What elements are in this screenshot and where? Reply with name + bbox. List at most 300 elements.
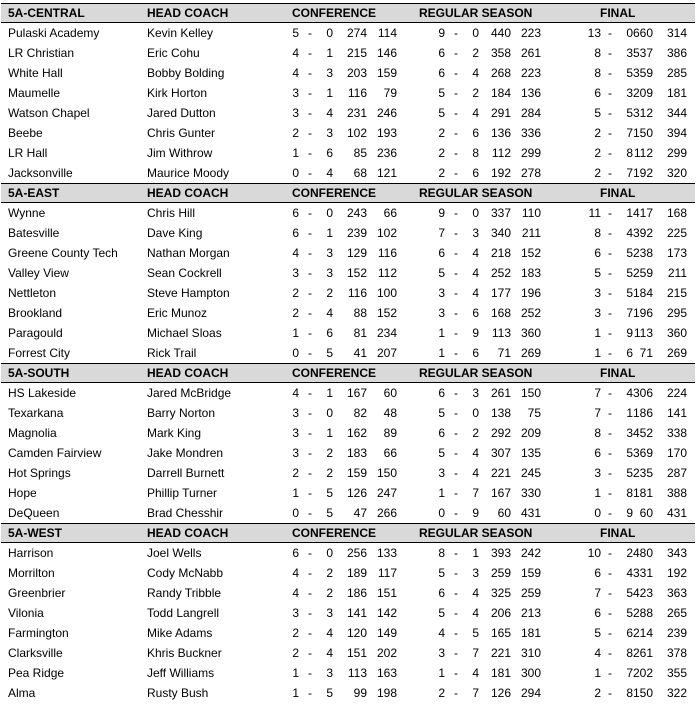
final-points-against: 386 xyxy=(666,46,687,60)
final-wins: 1 xyxy=(594,486,601,500)
team-name: Magnolia xyxy=(8,426,57,440)
final-wins: 5 xyxy=(594,626,601,640)
regular-season-wins: 1 xyxy=(438,486,445,500)
conference-losses: 0 xyxy=(326,406,333,420)
regular-season-wins: 6 xyxy=(438,426,445,440)
table-row xyxy=(1,683,695,703)
table-row xyxy=(1,623,695,643)
team-name: Vilonia xyxy=(8,606,44,620)
regular-season-points-against: 261 xyxy=(520,46,541,60)
conference-losses: 3 xyxy=(326,606,333,620)
conference-losses: 3 xyxy=(326,666,333,680)
final-wins: 0 xyxy=(594,506,601,520)
division-header-row xyxy=(1,183,695,203)
header-conference: CONFERENCE xyxy=(292,186,377,200)
final-wins: 6 xyxy=(594,246,601,260)
coach-name: Mark King xyxy=(147,426,202,440)
conference-wins: 4 xyxy=(292,46,299,60)
record-separator: - xyxy=(608,646,612,660)
final-wins: 7 xyxy=(594,586,601,600)
table-row xyxy=(1,43,695,63)
conference-points-for: 183 xyxy=(346,446,367,460)
conference-points-against: 193 xyxy=(376,126,397,140)
regular-season-points-against: 300 xyxy=(520,666,541,680)
conference-losses: 4 xyxy=(326,166,333,180)
final-points-against: 388 xyxy=(666,486,687,500)
regular-season-wins: 5 xyxy=(438,406,445,420)
record-separator: - xyxy=(608,86,612,100)
record-separator: - xyxy=(608,546,612,560)
conference-wins: 3 xyxy=(292,406,299,420)
final-losses: 5 xyxy=(626,66,633,80)
final-wins: 8 xyxy=(594,66,601,80)
record-separator: - xyxy=(608,346,612,360)
table-row xyxy=(1,123,695,143)
final-points-against: 170 xyxy=(666,446,687,460)
regular-season-points-for: 60 xyxy=(497,506,511,520)
regular-season-losses: 4 xyxy=(472,586,479,600)
final-losses: 8 xyxy=(626,646,633,660)
header-head-coach: HEAD COACH xyxy=(147,6,229,20)
conference-wins: 2 xyxy=(292,286,299,300)
conference-wins: 4 xyxy=(292,386,299,400)
table-row xyxy=(1,583,695,603)
final-wins: 10 xyxy=(587,546,601,560)
team-name: Greene County Tech xyxy=(8,246,118,260)
final-points-for: 214 xyxy=(632,626,653,640)
record-separator: - xyxy=(308,206,312,220)
team-name: LR Christian xyxy=(8,46,75,60)
coach-name: Steve Hampton xyxy=(147,286,230,300)
regular-season-points-for: 340 xyxy=(490,226,511,240)
regular-season-losses: 7 xyxy=(472,486,479,500)
final-points-for: 660 xyxy=(632,26,653,40)
conference-losses: 0 xyxy=(326,206,333,220)
conference-points-against: 163 xyxy=(376,666,397,680)
regular-season-points-for: 292 xyxy=(490,426,511,440)
division-header-row xyxy=(1,3,695,23)
conference-wins: 3 xyxy=(292,446,299,460)
conference-points-for: 162 xyxy=(346,426,367,440)
regular-season-losses: 2 xyxy=(472,86,479,100)
regular-season-points-against: 252 xyxy=(520,306,541,320)
coach-name: Nathan Morgan xyxy=(147,246,230,260)
team-name: Forrest City xyxy=(8,346,71,360)
record-separator: - xyxy=(308,426,312,440)
final-points-against: 360 xyxy=(666,326,687,340)
conference-points-for: 82 xyxy=(353,406,367,420)
final-points-against: 314 xyxy=(666,26,687,40)
final-points-for: 452 xyxy=(632,426,653,440)
record-separator: - xyxy=(308,566,312,580)
final-points-against: 287 xyxy=(666,466,687,480)
table-row xyxy=(1,203,695,223)
coach-name: Joel Wells xyxy=(147,546,202,560)
final-points-for: 181 xyxy=(632,486,653,500)
record-separator: - xyxy=(308,606,312,620)
record-separator: - xyxy=(454,46,458,60)
record-separator: - xyxy=(308,126,312,140)
coach-name: Eric Munoz xyxy=(147,306,208,320)
final-points-against: 224 xyxy=(666,386,687,400)
conference-points-against: 133 xyxy=(376,546,397,560)
record-separator: - xyxy=(454,326,458,340)
conference-points-for: 68 xyxy=(353,166,367,180)
conference-losses: 1 xyxy=(326,86,333,100)
record-separator: - xyxy=(608,446,612,460)
final-wins: 7 xyxy=(594,386,601,400)
final-points-for: 392 xyxy=(632,226,653,240)
table-row xyxy=(1,303,695,323)
team-name: Maumelle xyxy=(8,86,61,100)
conference-points-for: 120 xyxy=(346,626,367,640)
regular-season-losses: 4 xyxy=(472,106,479,120)
conference-points-against: 116 xyxy=(377,246,397,260)
final-losses: 1 xyxy=(626,406,633,420)
record-separator: - xyxy=(608,486,612,500)
coach-name: Brad Chesshir xyxy=(147,506,224,520)
regular-season-points-against: 209 xyxy=(520,426,541,440)
regular-season-points-against: 181 xyxy=(520,626,541,640)
final-points-against: 285 xyxy=(666,66,687,80)
regular-season-points-for: 337 xyxy=(490,206,511,220)
record-separator: - xyxy=(608,66,612,80)
record-separator: - xyxy=(454,206,458,220)
header-conference: CONFERENCE xyxy=(292,6,377,20)
final-losses: 0 xyxy=(626,26,633,40)
record-separator: - xyxy=(454,306,458,320)
record-separator: - xyxy=(608,306,612,320)
header-final: FINAL xyxy=(600,6,636,20)
header-final: FINAL xyxy=(600,366,636,380)
final-points-for: 112 xyxy=(633,146,653,160)
conference-losses: 4 xyxy=(326,626,333,640)
regular-season-wins: 1 xyxy=(438,346,445,360)
team-name: Pulaski Academy xyxy=(8,26,100,40)
regular-season-points-against: 150 xyxy=(520,386,541,400)
header-regular-season: REGULAR SEASON xyxy=(419,186,533,200)
record-separator: - xyxy=(608,326,612,340)
record-separator: - xyxy=(608,686,612,700)
final-losses: 8 xyxy=(626,146,633,160)
record-separator: - xyxy=(454,426,458,440)
final-wins: 2 xyxy=(594,166,601,180)
final-points-for: 235 xyxy=(632,466,653,480)
regular-season-points-for: 221 xyxy=(490,466,511,480)
conference-losses: 3 xyxy=(326,126,333,140)
conference-wins: 0 xyxy=(292,166,299,180)
conference-losses: 5 xyxy=(326,346,333,360)
regular-season-points-for: 126 xyxy=(490,686,511,700)
division-header-row xyxy=(1,363,695,383)
team-name: Alma xyxy=(8,686,36,700)
conference-losses: 4 xyxy=(326,106,333,120)
final-losses: 3 xyxy=(626,46,633,60)
final-points-against: 295 xyxy=(666,306,687,320)
conference-wins: 4 xyxy=(292,246,299,260)
header-head-coach: HEAD COACH xyxy=(147,366,229,380)
team-name: Farmington xyxy=(8,626,69,640)
record-separator: - xyxy=(454,486,458,500)
header-head-coach: HEAD COACH xyxy=(147,186,229,200)
table-row xyxy=(1,423,695,443)
final-points-against: 239 xyxy=(666,626,687,640)
final-points-against: 181 xyxy=(666,86,687,100)
final-points-for: 261 xyxy=(632,646,653,660)
conference-points-for: 256 xyxy=(346,546,367,560)
conference-points-for: 159 xyxy=(346,466,367,480)
team-name: Beebe xyxy=(8,126,43,140)
conference-points-against: 79 xyxy=(383,86,397,100)
final-losses: 5 xyxy=(626,286,633,300)
team-name: Harrison xyxy=(8,546,54,560)
table-row xyxy=(1,63,695,83)
team-name: DeQueen xyxy=(8,506,60,520)
record-separator: - xyxy=(454,106,458,120)
final-points-for: 113 xyxy=(633,326,653,340)
record-separator: - xyxy=(454,266,458,280)
final-losses: 3 xyxy=(626,86,633,100)
final-losses: 5 xyxy=(626,266,633,280)
final-points-for: 417 xyxy=(632,206,653,220)
conference-points-against: 117 xyxy=(377,566,397,580)
record-separator: - xyxy=(454,566,458,580)
record-separator: - xyxy=(608,586,612,600)
record-separator: - xyxy=(608,406,612,420)
conference-points-against: 142 xyxy=(376,606,397,620)
conference-wins: 1 xyxy=(292,686,299,700)
conference-points-against: 102 xyxy=(376,226,397,240)
table-row xyxy=(1,103,695,123)
conference-points-for: 239 xyxy=(346,226,367,240)
record-separator: - xyxy=(454,666,458,680)
record-separator: - xyxy=(308,546,312,560)
final-points-for: 202 xyxy=(632,666,653,680)
record-separator: - xyxy=(308,66,312,80)
final-points-for: 150 xyxy=(632,126,653,140)
regular-season-wins: 6 xyxy=(438,246,445,260)
coach-name: Rusty Bush xyxy=(147,686,209,700)
table-row xyxy=(1,543,695,563)
regular-season-wins: 9 xyxy=(438,26,445,40)
regular-season-points-for: 177 xyxy=(490,286,511,300)
conference-points-for: 152 xyxy=(346,266,367,280)
regular-season-points-for: 136 xyxy=(490,126,511,140)
regular-season-losses: 4 xyxy=(472,446,479,460)
regular-season-points-for: 113 xyxy=(491,326,511,340)
regular-season-points-against: 299 xyxy=(520,146,541,160)
final-wins: 2 xyxy=(594,126,601,140)
regular-season-wins: 1 xyxy=(438,666,445,680)
table-row xyxy=(1,603,695,623)
record-separator: - xyxy=(454,546,458,560)
record-separator: - xyxy=(454,86,458,100)
final-losses: 2 xyxy=(626,546,633,560)
table-row xyxy=(1,383,695,403)
team-name: Brookland xyxy=(8,306,63,320)
conference-losses: 0 xyxy=(326,26,333,40)
coach-name: Maurice Moody xyxy=(147,166,230,180)
regular-season-wins: 5 xyxy=(438,606,445,620)
record-separator: - xyxy=(454,246,458,260)
conference-wins: 6 xyxy=(292,206,299,220)
final-losses: 5 xyxy=(626,446,633,460)
conference-points-for: 116 xyxy=(347,286,367,300)
regular-season-losses: 6 xyxy=(472,306,479,320)
division-name: 5A-CENTRAL xyxy=(8,6,85,20)
conference-wins: 3 xyxy=(292,86,299,100)
final-wins: 1 xyxy=(594,666,601,680)
conference-wins: 0 xyxy=(292,506,299,520)
record-separator: - xyxy=(308,386,312,400)
regular-season-points-against: 310 xyxy=(520,646,541,660)
table-row xyxy=(1,503,695,523)
conference-points-against: 198 xyxy=(376,686,397,700)
regular-season-losses: 6 xyxy=(472,126,479,140)
coach-name: Cody McNabb xyxy=(147,566,224,580)
regular-season-points-for: 221 xyxy=(490,646,511,660)
coach-name: Jake Mondren xyxy=(147,446,224,460)
team-name: Jacksonville xyxy=(8,166,73,180)
record-separator: - xyxy=(308,246,312,260)
table-row xyxy=(1,323,695,343)
record-separator: - xyxy=(454,686,458,700)
final-points-for: 312 xyxy=(632,106,653,120)
conference-wins: 5 xyxy=(292,26,299,40)
coach-name: Jeff Williams xyxy=(147,666,215,680)
regular-season-wins: 3 xyxy=(438,466,445,480)
coach-name: Michael Sloas xyxy=(147,326,222,340)
conference-points-against: 146 xyxy=(376,46,397,60)
regular-season-wins: 5 xyxy=(438,266,445,280)
regular-season-points-for: 218 xyxy=(490,246,511,260)
regular-season-wins: 2 xyxy=(438,166,445,180)
final-points-for: 196 xyxy=(632,306,653,320)
regular-season-losses: 9 xyxy=(472,326,479,340)
final-points-against: 343 xyxy=(666,546,687,560)
conference-wins: 4 xyxy=(292,586,299,600)
header-final: FINAL xyxy=(600,186,636,200)
coach-name: Barry Norton xyxy=(147,406,216,420)
header-head-coach: HEAD COACH xyxy=(147,526,229,540)
record-separator: - xyxy=(608,26,612,40)
conference-points-for: 47 xyxy=(353,506,367,520)
record-separator: - xyxy=(454,146,458,160)
team-name: Batesville xyxy=(8,226,60,240)
conference-points-against: 234 xyxy=(376,326,397,340)
conference-wins: 1 xyxy=(292,486,299,500)
final-points-for: 369 xyxy=(632,446,653,460)
regular-season-points-for: 261 xyxy=(490,386,511,400)
conference-losses: 0 xyxy=(326,546,333,560)
final-losses: 7 xyxy=(626,126,633,140)
regular-season-losses: 8 xyxy=(472,146,479,160)
final-points-for: 186 xyxy=(632,406,653,420)
final-points-against: 344 xyxy=(666,106,687,120)
regular-season-wins: 4 xyxy=(438,626,445,640)
conference-points-for: 215 xyxy=(346,46,367,60)
record-separator: - xyxy=(608,206,612,220)
team-name: HS Lakeside xyxy=(8,386,77,400)
team-name: Camden Fairview xyxy=(8,446,102,460)
final-points-against: 215 xyxy=(666,286,687,300)
final-wins: 3 xyxy=(594,466,601,480)
conference-points-for: 231 xyxy=(346,106,367,120)
conference-losses: 1 xyxy=(326,386,333,400)
regular-season-losses: 4 xyxy=(472,606,479,620)
regular-season-wins: 2 xyxy=(438,126,445,140)
final-points-against: 173 xyxy=(666,246,687,260)
conference-points-against: 112 xyxy=(377,266,397,280)
conference-points-for: 243 xyxy=(346,206,367,220)
regular-season-losses: 4 xyxy=(472,246,479,260)
final-wins: 13 xyxy=(587,26,601,40)
final-losses: 4 xyxy=(626,566,633,580)
division-section xyxy=(1,363,695,523)
coach-name: Bobby Bolding xyxy=(147,66,225,80)
conference-losses: 3 xyxy=(326,246,333,260)
regular-season-points-against: 223 xyxy=(520,26,541,40)
regular-season-points-against: 330 xyxy=(520,486,541,500)
coach-name: Jared McBridge xyxy=(147,386,232,400)
conference-wins: 2 xyxy=(292,306,299,320)
team-name: Valley View xyxy=(8,266,69,280)
conference-wins: 2 xyxy=(292,626,299,640)
regular-season-points-against: 294 xyxy=(520,686,541,700)
final-points-against: 363 xyxy=(666,586,687,600)
table-row xyxy=(1,403,695,423)
final-losses: 6 xyxy=(626,626,633,640)
regular-season-wins: 6 xyxy=(438,586,445,600)
regular-season-points-against: 259 xyxy=(520,586,541,600)
conference-points-against: 48 xyxy=(383,406,397,420)
regular-season-wins: 3 xyxy=(438,286,445,300)
coach-name: Sean Cockrell xyxy=(147,266,222,280)
conference-points-against: 89 xyxy=(383,426,397,440)
record-separator: - xyxy=(308,666,312,680)
record-separator: - xyxy=(454,26,458,40)
record-separator: - xyxy=(608,246,612,260)
record-separator: - xyxy=(308,626,312,640)
final-wins: 3 xyxy=(594,306,601,320)
record-separator: - xyxy=(608,626,612,640)
final-losses: 7 xyxy=(626,166,633,180)
final-losses: 7 xyxy=(626,306,633,320)
coach-name: Darrell Burnett xyxy=(147,466,225,480)
record-separator: - xyxy=(608,126,612,140)
final-losses: 5 xyxy=(626,586,633,600)
final-wins: 6 xyxy=(594,606,601,620)
conference-points-against: 266 xyxy=(376,506,397,520)
conference-wins: 4 xyxy=(292,66,299,80)
final-losses: 9 xyxy=(626,506,633,520)
table-row xyxy=(1,343,695,363)
conference-points-against: 149 xyxy=(376,626,397,640)
record-separator: - xyxy=(608,166,612,180)
regular-season-points-against: 75 xyxy=(527,406,541,420)
record-separator: - xyxy=(308,26,312,40)
team-name: Watson Chapel xyxy=(8,106,90,120)
regular-season-points-against: 245 xyxy=(520,466,541,480)
regular-season-points-for: 168 xyxy=(490,306,511,320)
final-wins: 2 xyxy=(594,686,601,700)
record-separator: - xyxy=(308,346,312,360)
conference-points-for: 102 xyxy=(346,126,367,140)
conference-losses: 5 xyxy=(326,486,333,500)
regular-season-points-against: 110 xyxy=(521,206,541,220)
table-row xyxy=(1,483,695,503)
regular-season-points-against: 223 xyxy=(520,66,541,80)
